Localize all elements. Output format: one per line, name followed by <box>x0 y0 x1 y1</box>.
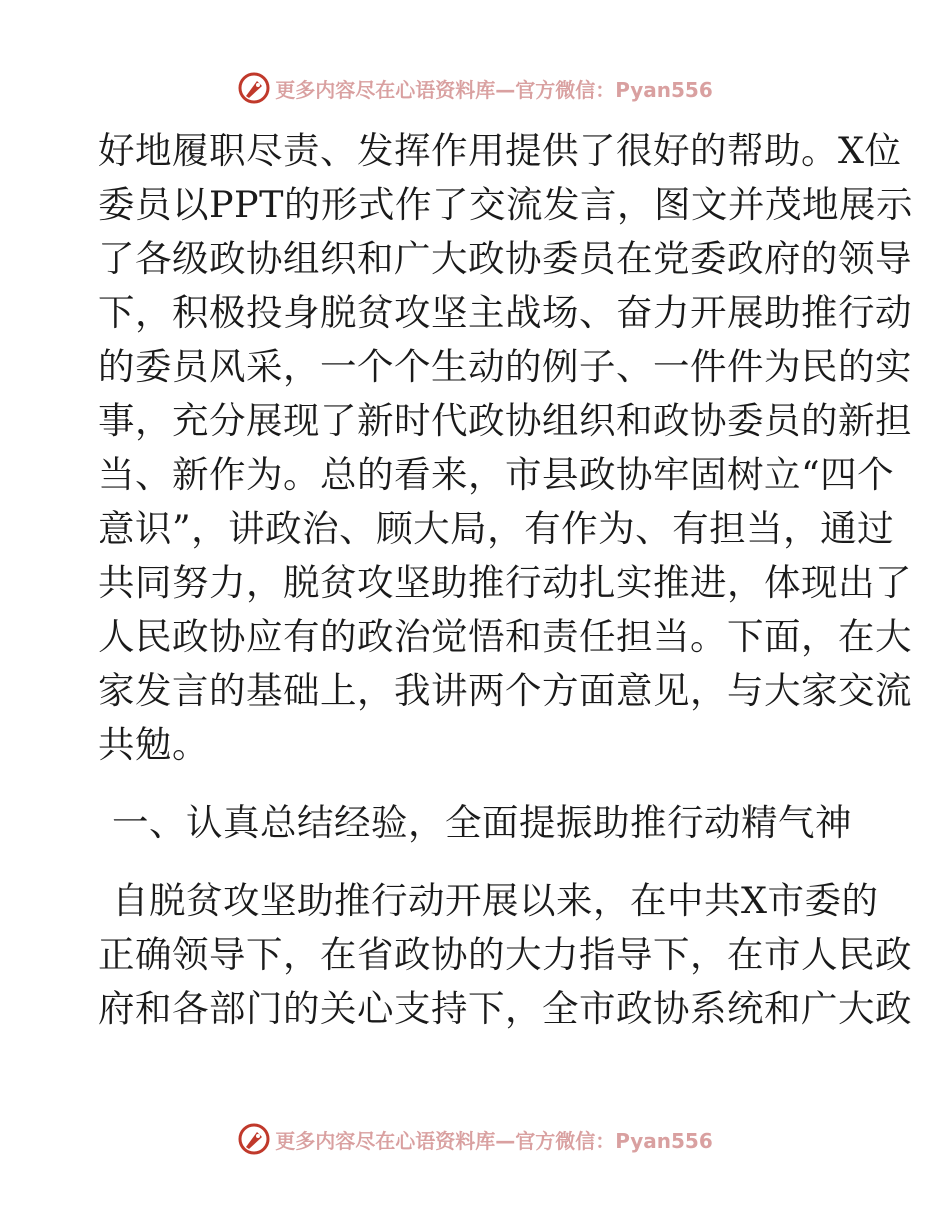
text-line: 人民政协应有的政治觉悟和责任担当。下面，在大 <box>98 615 912 658</box>
text-line: 委员以PPT的形式作了交流发言，图文并茂地展示 <box>98 183 913 226</box>
header-watermark <box>0 68 950 108</box>
text-line: 下，积极投身脱贫攻坚主战场、奋力开展助推行动 <box>98 291 912 334</box>
text-line: 共勉。 <box>98 723 209 766</box>
text-line: 意识”，讲政治、顾大局，有作为、有担当，通过 <box>98 507 895 550</box>
text-line: 事，充分展现了新时代政协组织和政协委员的新担 <box>98 399 912 442</box>
pen-nib-circle-icon <box>237 1122 271 1156</box>
footer-watermark <box>0 1119 950 1159</box>
watermark-text: 更多内容尽在心语资料库—官方微信：Pyan556 <box>275 77 713 102</box>
text-line: 好地履职尽责、发挥作用提供了很好的帮助。X位 <box>98 129 902 172</box>
section-heading: 一、认真总结经验，全面提振助推行动精气神 <box>112 801 852 844</box>
text-line: 自脱贫攻坚助推行动开展以来，在中共X市委的 <box>112 879 879 922</box>
text-line: 了各级政协组织和广大政协委员在党委政府的领导 <box>98 237 912 280</box>
text-line: 家发言的基础上，我讲两个方面意见，与大家交流 <box>98 669 912 712</box>
text-line: 当、新作为。总的看来，市县政协牢固树立“四个 <box>98 453 895 496</box>
document-body <box>98 124 913 1036</box>
text-line: 府和各部门的关心支持下，全市政协系统和广大政 <box>98 987 912 1030</box>
watermark-text: 更多内容尽在心语资料库—官方微信：Pyan556 <box>275 1128 713 1153</box>
pen-nib-circle-icon <box>237 71 271 105</box>
text-line: 的委员风采，一个个生动的例子、一件件为民的实 <box>98 345 912 388</box>
text-line: 正确领导下，在省政协的大力指导下，在市人民政 <box>98 933 912 976</box>
text-line: 共同努力，脱贫攻坚助推行动扎实推进，体现出了 <box>98 561 912 604</box>
